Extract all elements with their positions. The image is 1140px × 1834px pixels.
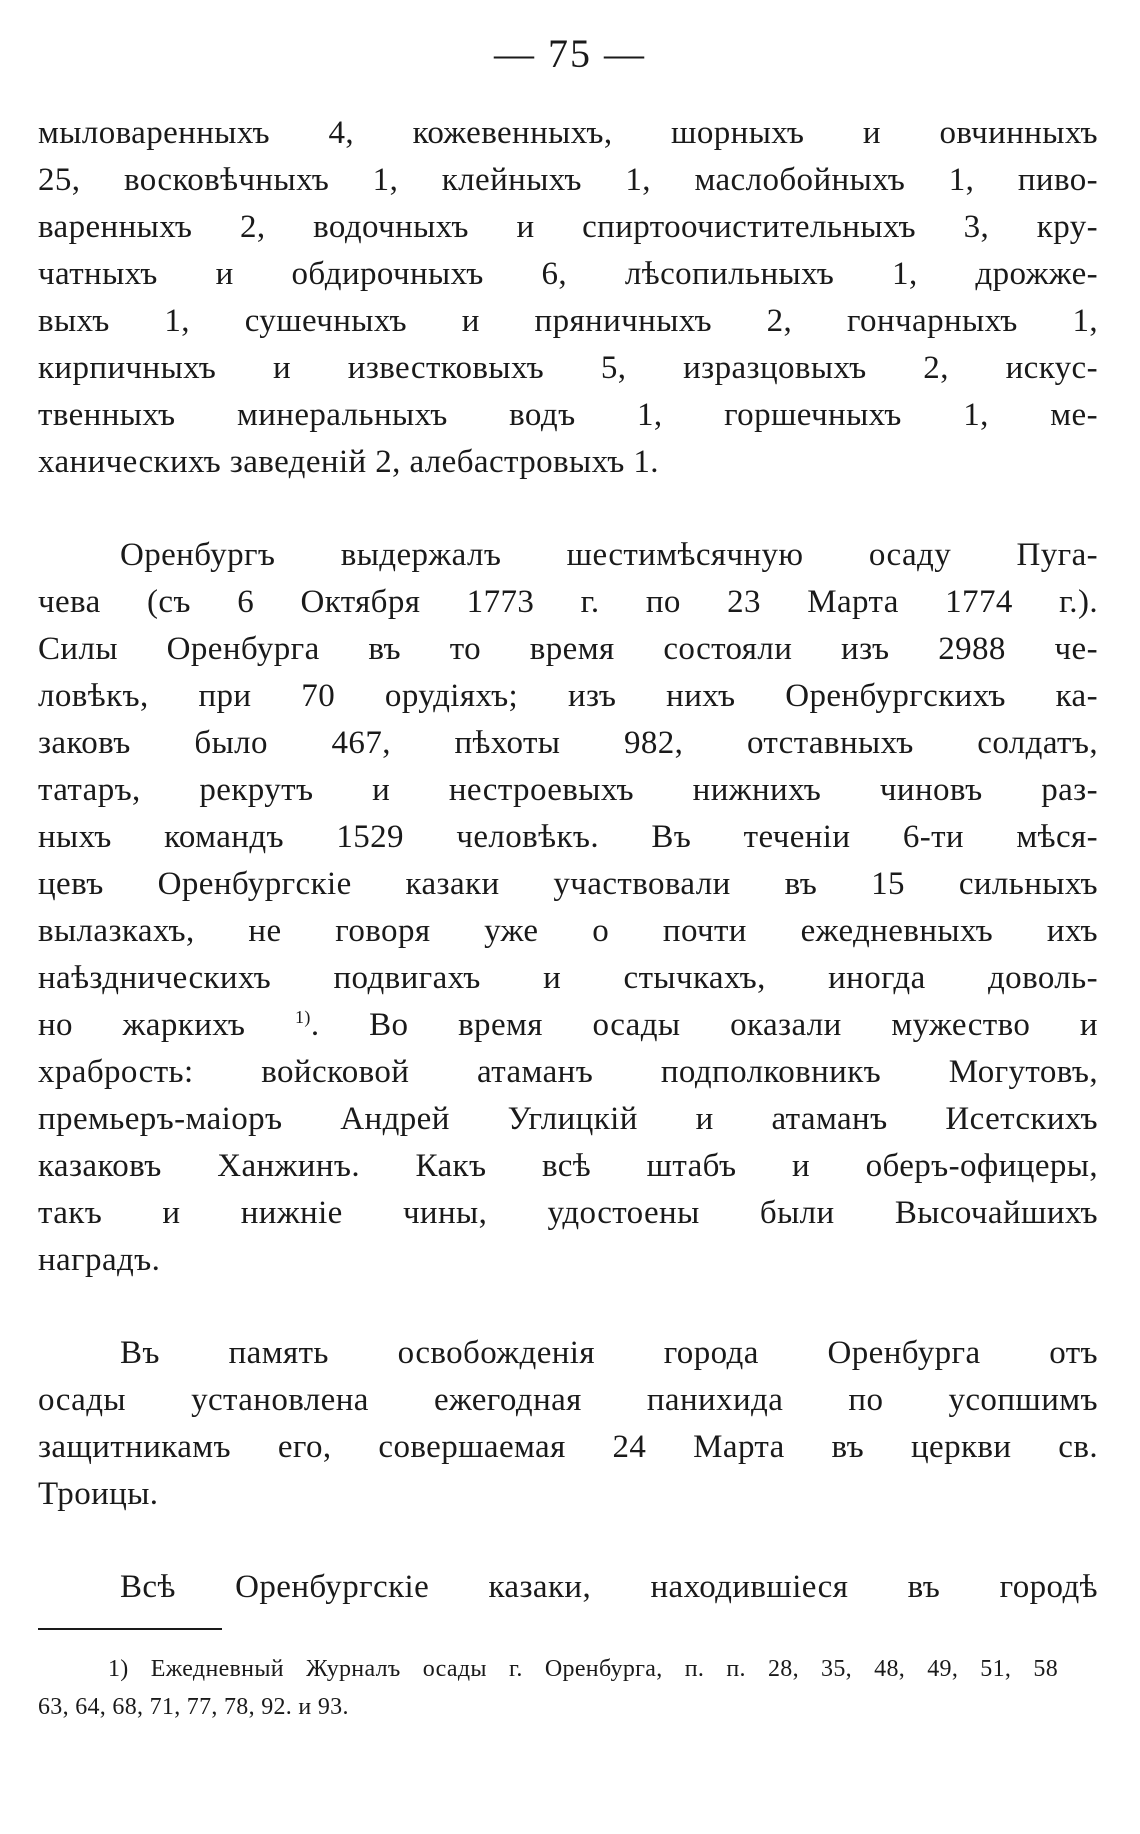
text-line: ныхъ командъ 1529 человѣкъ. Въ теченіи 6-ти мѣся- — [38, 819, 1098, 855]
text-line: мыловаренныхъ 4, кожевенныхъ, шорныхъ и овчинныхъ — [38, 115, 1098, 151]
text-line: татаръ, рекрутъ и нестроевыхъ нижнихъ чиновъ раз- — [38, 772, 1098, 808]
page-number: — 75 — — [494, 31, 646, 76]
text-line: такъ и нижніе чины, удостоены были Высочайшихъ — [38, 1195, 1098, 1231]
text-line: Троицы. — [38, 1476, 159, 1512]
footnote-line: 1) Ежедневный Журналъ осады г. Оренбурга, п. п. 28, 35, 48, 49, 51, 58 — [108, 1656, 1058, 1682]
paragraph-siege — [38, 532, 1098, 1284]
text-fragment: но жаркихъ — [38, 1007, 246, 1043]
text-line: чева (съ 6 Октября 1773 г. по 23 Марта 1774 г.). — [38, 584, 1098, 620]
text-line: казаковъ Ханжинъ. Какъ всѣ штабъ и оберъ-офицеры, — [38, 1148, 1098, 1184]
text-line: ловѣкъ, при 70 орудіяхъ; изъ нихъ Оренбургскихъ ка- — [38, 678, 1098, 714]
text-line: ханическихъ заведеній 2, алебастровыхъ 1. — [38, 444, 659, 480]
footnote-reference: 1) — [295, 1007, 311, 1027]
text-line: чатныхъ и обдирочныхъ 6, лѣсопильныхъ 1, дрожже- — [38, 256, 1098, 292]
text-line: наѣздническихъ подвигахъ и стычкахъ, иногда доволь- — [38, 960, 1098, 996]
text-line: осады установлена ежегодная панихида по усопшимъ — [38, 1382, 1098, 1418]
text-line — [38, 1002, 1098, 1049]
text-line: твенныхъ минеральныхъ водъ 1, горшечныхъ 1, ме- — [38, 397, 1098, 433]
text-fragment: . Во время осады оказали мужество и — [310, 1007, 1098, 1043]
footnote-line: 63, 64, 68, 71, 77, 78, 92. и 93. — [38, 1694, 349, 1720]
text-line: выхъ 1, сушечныхъ и пряничныхъ 2, гончарныхъ 1, — [38, 303, 1098, 339]
text-line: Въ память освобожденія города Оренбурга отъ — [120, 1335, 1098, 1371]
text-line: наградъ. — [38, 1242, 161, 1278]
footnote-divider — [38, 1628, 222, 1630]
text-line: вылазкахъ, не говоря уже о почти ежедневныхъ ихъ — [38, 913, 1098, 949]
text-line: варенныхъ 2, водочныхъ и спиртоочистительныхъ 3, кру- — [38, 209, 1098, 245]
text-line: защитникамъ его, совершаемая 24 Марта въ церкви св. — [38, 1429, 1098, 1465]
text-line: заковъ было 467, пѣхоты 982, отставныхъ солдатъ, — [38, 725, 1098, 761]
text-line: Оренбургъ выдержалъ шестимѣсячную осаду Пуга- — [120, 537, 1098, 573]
text-line: Всѣ Оренбургскіе казаки, находившіеся въ городѣ — [120, 1569, 1098, 1605]
text-line: цевъ Оренбургскіе казаки участвовали въ 15 сильныхъ — [38, 866, 1098, 902]
text-line: кирпичныхъ и известковыхъ 5, изразцовыхъ 2, искус- — [38, 350, 1098, 386]
paragraph-cossacks — [38, 1564, 1098, 1611]
paragraph-memorial — [38, 1330, 1098, 1518]
footnote — [38, 1650, 1058, 1726]
paragraph-factories — [38, 110, 1098, 486]
body-text — [38, 110, 1098, 1611]
text-line: 25, восковѣчныхъ 1, клейныхъ 1, маслобойныхъ 1, пиво- — [38, 162, 1098, 198]
text-line: премьеръ-маіоръ Андрей Углицкій и атаманъ Исетскихъ — [38, 1101, 1098, 1137]
text-line: храбрость: войсковой атаманъ подполковникъ Могутовъ, — [38, 1054, 1098, 1090]
text-line: Силы Оренбурга въ то время состояли изъ 2988 че- — [38, 631, 1098, 667]
